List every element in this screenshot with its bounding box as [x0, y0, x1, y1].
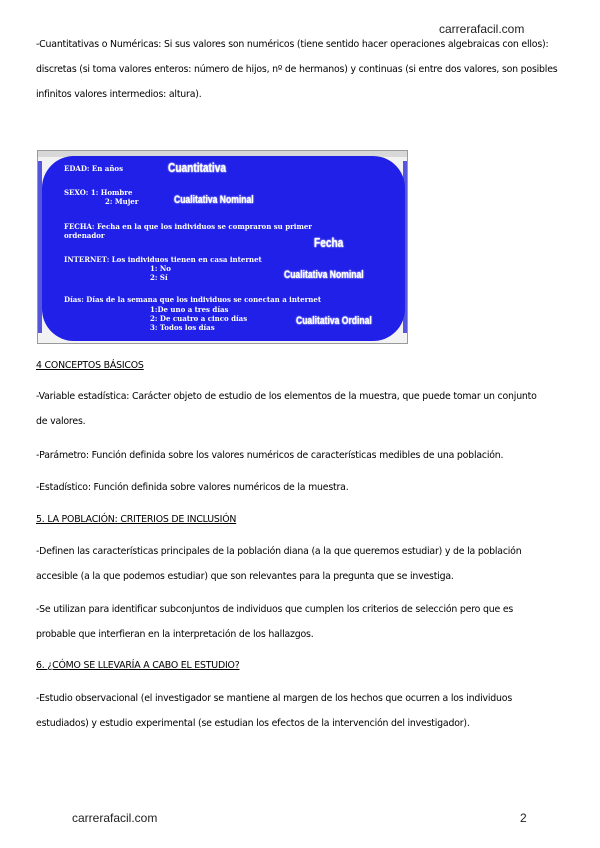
paragraph-line: accesible (a la que podemos estudiar) que son relevantes para la pregunta que se investiga. [36, 571, 454, 582]
section-4-paragraph-3: -Estadístico: Función definida sobre valores numéricos de la muestra. [36, 482, 349, 493]
slide-sexo: SEXO: 1: Hombre [64, 188, 133, 197]
paragraph-line: probable que interfieran en la interpretación de los hallazgos. [36, 629, 314, 640]
section-5-paragraph-2 [36, 597, 566, 647]
slide-internet-tag: Cualitativa Nominal [284, 269, 364, 281]
section-6-paragraph-1 [36, 686, 566, 736]
slide-dias-opt1: 1:De uno a tres días [150, 305, 229, 314]
slide-sexo-tag: Cualitativa Nominal [174, 194, 254, 206]
section-4-paragraph-1 [36, 384, 566, 434]
section-5-heading: 5. LA POBLACIÓN: CRITERIOS DE INCLUSIÓN [36, 514, 237, 525]
intro-line: discretas (si toma valores enteros: número de hijos, nº de hermanos) y continuas (si entre dos valores, son posibles [36, 64, 558, 75]
slide-internet: INTERNET: Los individuos tienen en casa internet [64, 255, 262, 264]
section-6-heading: 6. ¿CÓMO SE LLEVARÍA A CABO EL ESTUDIO? [36, 660, 240, 671]
slide-dias-tag: Cualitativa Ordinal [296, 315, 372, 327]
slide-dias: Días: Días de la semana que los individuos se conectan a internet [64, 295, 322, 304]
header-site: carrerafacil.com [439, 22, 525, 36]
paragraph-line: estudiados) y estudio experimental (se estudian los efectos de la intervención del investigador). [36, 718, 470, 729]
intro-line: -Cuantitativas o Numéricas: Si sus valores son numéricos (tiene sentido hacer operaciones algebraicas con ellos): [36, 39, 549, 50]
paragraph-line: -Estudio observacional (el investigador se mantiene al margen de los hechos que ocurren a los individuos [36, 693, 513, 704]
slide-fecha-tag: Fecha [314, 235, 344, 250]
slide-fecha: FECHA: Fecha en la que los individuos se compraron su primer [64, 222, 312, 231]
paragraph-line: -Definen las características principales de la población diana (a la que queremos estudiar) y de la población [36, 546, 522, 557]
section-4-heading: 4 CONCEPTOS BÁSICOS [36, 360, 144, 371]
page-number: 2 [520, 811, 527, 825]
paragraph-line: -Variable estadística: Carácter objeto de estudio de los elementos de la muestra, que puede tomar un conjunto [36, 391, 537, 402]
slide-edad: EDAD: En años [64, 164, 124, 173]
paragraph-line: de valores. [36, 416, 86, 427]
slide-body [42, 156, 405, 341]
slide-fecha-2: ordenador [64, 231, 105, 240]
slide-internet-opt1: 1: No [150, 264, 171, 273]
slide-dias-opt3: 3: Todos los días [150, 323, 215, 332]
section-5-paragraph-1 [36, 539, 566, 589]
intro-paragraph [36, 32, 566, 107]
slide-internet-opt2: 2: Sí [150, 273, 168, 282]
variables-slide-image [37, 150, 408, 344]
slide-edad-tag: Cuantitativa [168, 160, 227, 175]
footer-site: carrerafacil.com [72, 811, 158, 825]
slide-sexo-2: 2: Mujer [105, 197, 139, 206]
slide-dias-opt2: 2: De cuatro a cinco días [150, 314, 248, 323]
intro-line: infinitos valores intermedios: altura). [36, 89, 202, 100]
paragraph-line: -Se utilizan para identificar subconjuntos de individuos que cumplen los criterios de selección pero que es [36, 604, 514, 615]
section-4-paragraph-2: -Parámetro: Función definida sobre los valores numéricos de características medibles de una población. [36, 450, 504, 461]
